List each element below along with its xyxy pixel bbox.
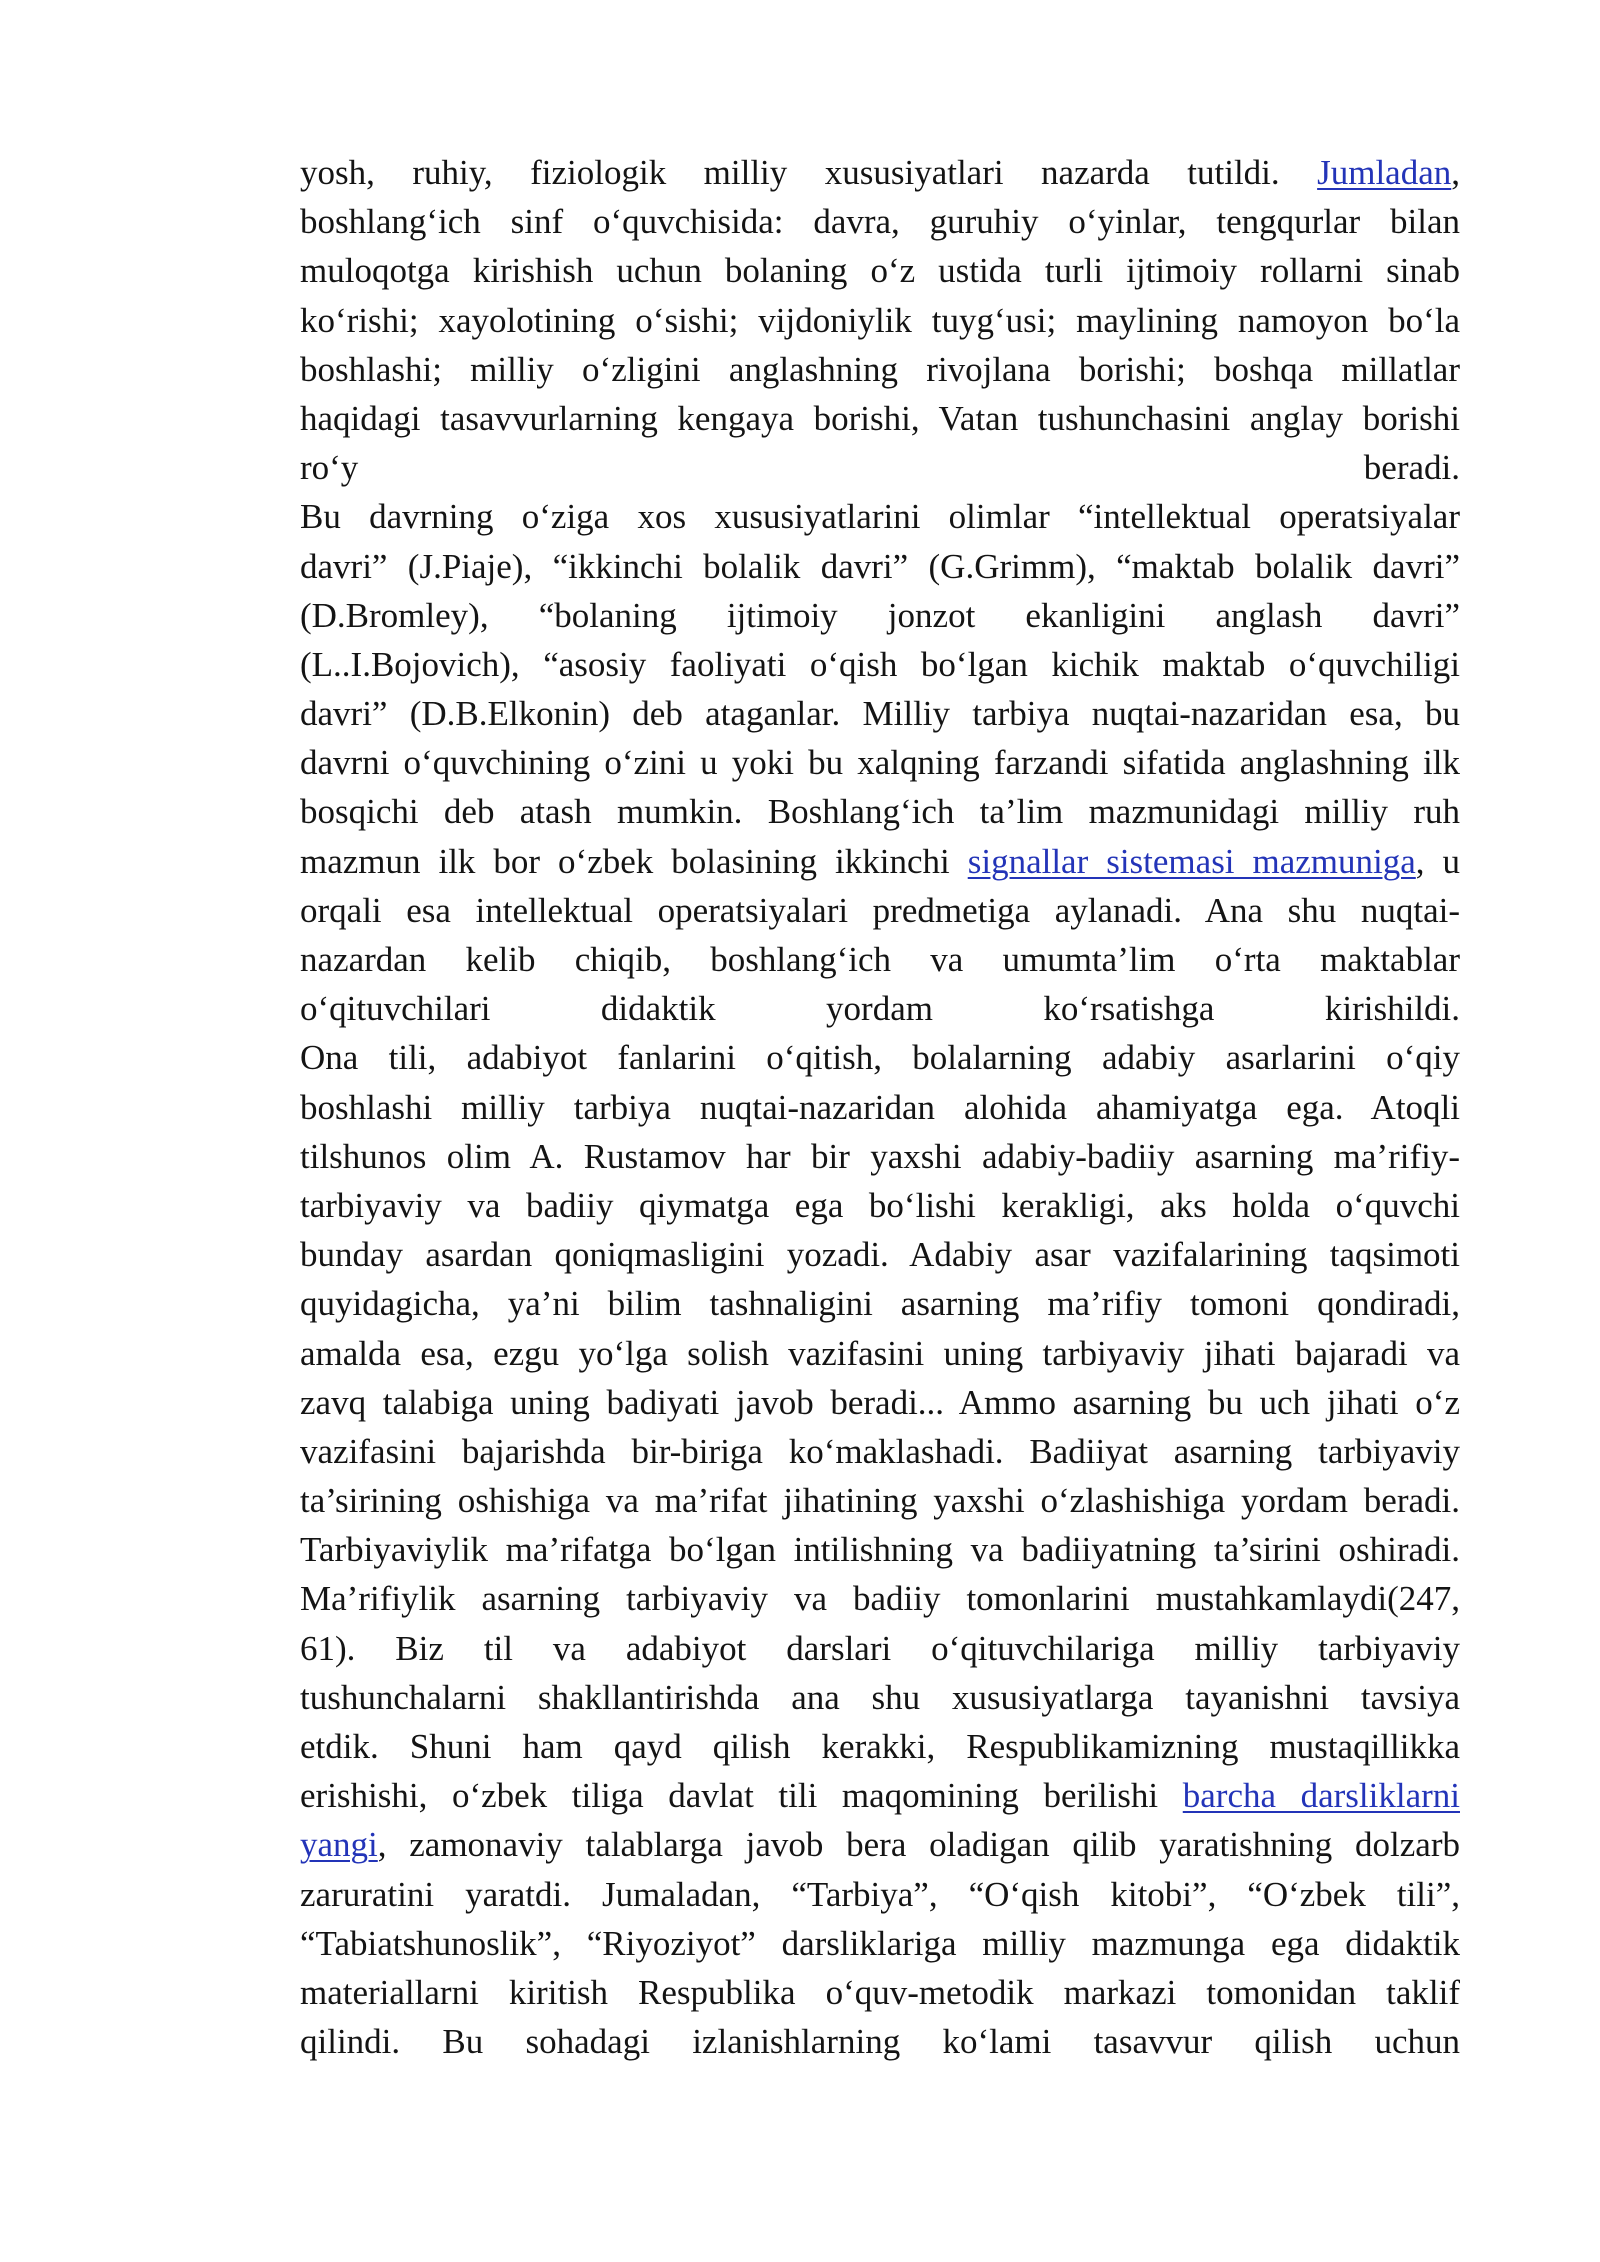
text-segment: o‘qituvchilari didaktik yordam ko‘rsatishga kirishildi. xyxy=(300,989,1460,1029)
text-line xyxy=(300,591,1460,640)
text-segment: (D.Bromley), “bolaning ijtimoiy jonzot ekanligini anglash davri” xyxy=(300,595,1460,635)
text-segment: 61). Biz til va adabiyot darslari o‘qituvchilariga milliy tarbiyaviy xyxy=(300,1628,1460,1668)
text-line xyxy=(300,148,1460,197)
text-line xyxy=(300,1574,1460,1623)
text-segment: , u xyxy=(1415,841,1460,881)
text-segment: tilshunos olim A. Rustamov har bir yaxshi adabiy-badiiy asarning ma’rifiy- xyxy=(300,1136,1460,1176)
text-line xyxy=(300,197,1460,246)
text-segment: ko‘rishi; xayolotining o‘sishi; vijdoniylik tuyg‘usi; maylining namoyon bo‘la xyxy=(300,300,1460,340)
text-segment: zaruratini yaratdi. Jumaladan, “Tarbiya”, “O‘qish kitobi”, “O‘zbek tili”, xyxy=(300,1874,1460,1914)
text-segment: Ma’rifiylik asarning tarbiyaviy va badiiy tomonlarini mustahkamlaydi(247, xyxy=(300,1579,1460,1619)
text-segment: boshlashi; milliy o‘zligini anglashning rivojlana borishi; boshqa millatlar xyxy=(300,349,1460,389)
text-line xyxy=(300,1771,1460,1820)
text-line xyxy=(300,1132,1460,1181)
text-line xyxy=(300,542,1460,591)
text-line xyxy=(300,1476,1460,1525)
text-segment: zavq talabiga uning badiyati javob beradi... Ammo asarning bu uch jihati o‘z xyxy=(300,1382,1460,1422)
text-segment: muloqotga kirishish uchun bolaning o‘z ustida turli ijtimoiy rollarni sinab xyxy=(300,251,1460,291)
text-segment: Ona tili, adabiyot fanlarini o‘qitish, bolalarning adabiy asarlarini o‘qiy xyxy=(300,1038,1460,1078)
hyperlink[interactable]: Jumladan xyxy=(1317,153,1452,192)
text-segment: mazmun ilk bor o‘zbek bolasining ikkinchi xyxy=(300,841,968,881)
text-line xyxy=(300,296,1460,345)
text-line xyxy=(300,1722,1460,1771)
text-line xyxy=(300,689,1460,738)
text-segment: haqidagi tasavvurlarning kengaya borishi, Vatan tushunchasini anglay borishi xyxy=(300,398,1460,438)
text-line xyxy=(300,246,1460,295)
text-segment: yosh, ruhiy, fiziologik milliy xususiyatlari nazarda tutildi. xyxy=(300,153,1318,192)
text-segment: Bu davrning o‘ziga xos xususiyatlarini olimlar “intellektual operatsiyalar xyxy=(300,497,1460,537)
text-line xyxy=(300,1870,1460,1919)
text-segment: , xyxy=(1451,153,1460,192)
text-segment: amalda esa, ezgu yo‘lga solish vazifasini uning tarbiyaviy jihati bajaradi va xyxy=(300,1333,1460,1373)
text-segment: , zamonaviy talablarga javob bera oladigan qilib yaratishning dolzarb xyxy=(377,1825,1460,1865)
text-line xyxy=(300,1329,1460,1378)
text-line xyxy=(300,443,1460,492)
text-line xyxy=(300,1820,1460,1869)
text-segment: (L..I.Bojovich), “asosiy faoliyati o‘qish bo‘lgan kichik maktab o‘quvchiligi xyxy=(300,644,1460,684)
text-line xyxy=(300,935,1460,984)
text-segment: davri” (J.Piaje), “ikkinchi bolalik davri” (G.Grimm), “maktab bolalik davri” xyxy=(300,546,1460,586)
text-segment: boshlang‘ich sinf o‘quvchisida: davra, guruhiy o‘yinlar, tengqurlar bilan xyxy=(300,202,1460,242)
text-segment: tushunchalarni shakllantirishda ana shu xususiyatlarga tayanishni tavsiya xyxy=(300,1677,1460,1717)
body-text xyxy=(300,148,1460,2066)
text-line xyxy=(300,1083,1460,1132)
text-line xyxy=(300,1230,1460,1279)
text-segment: quyidagicha, ya’ni bilim tashnaligini asarning ma’rifiy tomoni qondiradi, xyxy=(300,1284,1460,1324)
text-line xyxy=(300,345,1460,394)
text-segment: tarbiyaviy va badiiy qiymatga ega bo‘lishi kerakligi, aks holda o‘quvchi xyxy=(300,1185,1460,1225)
text-line xyxy=(300,492,1460,541)
text-segment: materiallarni kiritish Respublika o‘quv-metodik markazi tomonidan taklif xyxy=(300,1972,1460,2012)
text-line xyxy=(300,640,1460,689)
text-line xyxy=(300,1033,1460,1082)
text-line xyxy=(300,1525,1460,1574)
text-segment: boshlashi milliy tarbiya nuqtai-nazaridan alohida ahamiyatga ega. Atoqli xyxy=(300,1087,1460,1127)
text-segment: ro‘y beradi. xyxy=(300,448,1460,488)
text-segment: davrni o‘quvchining o‘zini u yoki bu xalqning farzandi sifatida anglashning ilk xyxy=(300,743,1460,783)
text-line xyxy=(300,1968,1460,2017)
text-line xyxy=(300,1279,1460,1328)
text-segment: nazardan kelib chiqib, boshlang‘ich va umumta’lim o‘rta maktablar xyxy=(300,940,1460,979)
text-line xyxy=(300,1378,1460,1427)
text-segment: Tarbiyaviylik ma’rifatga bo‘lgan intilishning va badiiyatning ta’sirini oshiradi. xyxy=(300,1530,1460,1570)
hyperlink[interactable]: signallar sistemasi mazmuniga xyxy=(967,841,1416,881)
text-line xyxy=(300,1673,1460,1722)
text-line xyxy=(300,738,1460,787)
text-segment: vazifasini bajarishda bir-biriga ko‘maklashadi. Badiiyat asarning tarbiyaviy xyxy=(300,1431,1460,1471)
text-segment: qilindi. Bu sohadagi izlanishlarning ko‘lami tasavvur qilish uchun xyxy=(300,2022,1460,2062)
text-segment: etdik. Shuni ham qayd qilish kerakki, Respublikamizning mustaqillikka xyxy=(300,1727,1460,1766)
text-line xyxy=(300,837,1460,886)
text-segment: bosqichi deb atash mumkin. Boshlang‘ich ta’lim mazmunidagi milliy ruh xyxy=(300,792,1460,832)
hyperlink[interactable]: yangi xyxy=(300,1825,378,1865)
hyperlink[interactable]: barcha darsliklarni xyxy=(1182,1776,1460,1816)
text-segment: erishishi, o‘zbek tiliga davlat tili maqomining berilishi xyxy=(300,1776,1183,1816)
text-line xyxy=(300,1427,1460,1476)
text-segment: ta’sirining oshishiga va ma’rifat jihatining yaxshi o‘zlashishiga yordam beradi. xyxy=(300,1481,1460,1521)
text-line xyxy=(300,1919,1460,1968)
text-line xyxy=(300,787,1460,836)
text-segment: “Tabiatshunoslik”, “Riyoziyot” darsliklariga milliy mazmunga ega didaktik xyxy=(300,1923,1460,1963)
text-segment: davri” (D.B.Elkonin) deb ataganlar. Milliy tarbiya nuqtai-nazaridan esa, bu xyxy=(300,694,1460,734)
text-line xyxy=(300,984,1460,1033)
text-line xyxy=(300,1181,1460,1230)
text-segment: bunday asardan qoniqmasligini yozadi. Adabiy asar vazifalarining taqsimoti xyxy=(300,1235,1460,1275)
text-line xyxy=(300,2017,1460,2066)
text-line xyxy=(300,394,1460,443)
text-segment: orqali esa intellektual operatsiyalari predmetiga aylanadi. Ana shu nuqtai- xyxy=(300,890,1460,930)
text-line xyxy=(300,1624,1460,1673)
text-line xyxy=(300,886,1460,935)
